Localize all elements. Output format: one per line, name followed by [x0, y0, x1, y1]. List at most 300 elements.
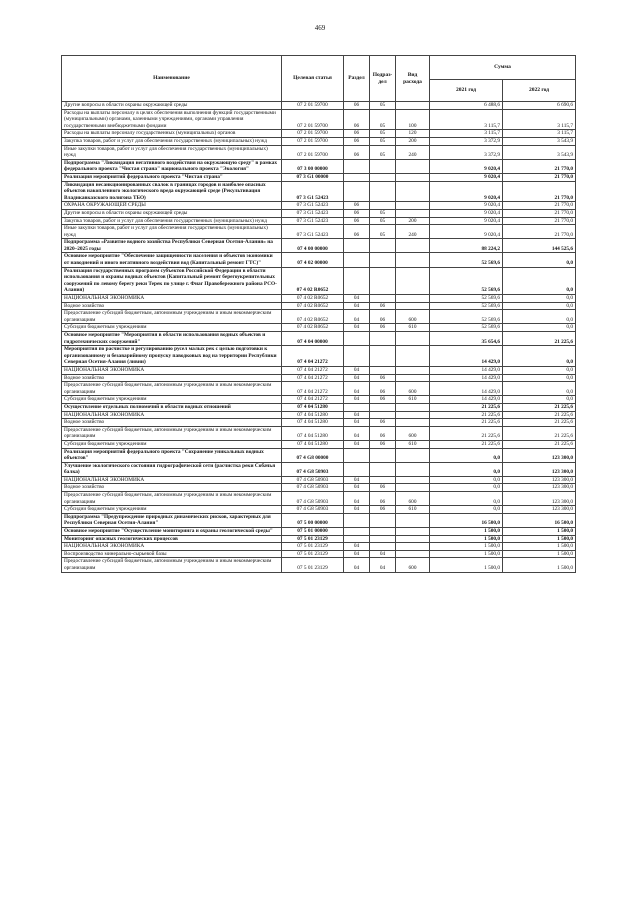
row-type [396, 102, 430, 110]
row-subsection [370, 267, 396, 294]
row-value-2021: 1 500,0 [430, 550, 503, 558]
table-row [62, 382, 576, 396]
row-code: 07 4 04 51280 [282, 403, 344, 411]
row-value-2021: 1 500,0 [430, 543, 503, 551]
row-code: 07 4 04 21272 [282, 346, 344, 367]
row-value-2022: 123 300,0 [503, 484, 576, 492]
row-subsection [370, 295, 396, 303]
row-value-2021: 21 225,6 [430, 426, 503, 440]
row-type [396, 159, 430, 173]
row-value-2022: 21 770,0 [503, 217, 576, 225]
row-section: 04 [344, 382, 370, 396]
row-value-2021: 16 500,0 [430, 513, 503, 527]
row-type [396, 484, 430, 492]
row-section [344, 173, 370, 181]
row-value-2022: 21 225,6 [503, 332, 576, 346]
row-value-2021: 52 569,6 [430, 302, 503, 310]
table-row [62, 130, 576, 138]
row-subsection: 04 [370, 558, 396, 572]
row-subsection [370, 181, 396, 202]
row-name: Субсидии бюджетным учреждениям [62, 324, 282, 332]
table-row [62, 366, 576, 374]
row-section: 06 [344, 137, 370, 145]
row-value-2022: 0,0 [503, 253, 576, 267]
row-name: Расходы на выплаты персоналу государственных (муниципальных) органов [62, 130, 282, 138]
table-row [62, 513, 576, 527]
row-value-2022: 21 225,6 [503, 440, 576, 448]
row-value-2022: 21 770,0 [503, 181, 576, 202]
row-code: 07 2 01 59700 [282, 109, 344, 130]
row-code: 07 4 04 51280 [282, 426, 344, 440]
table-row [62, 476, 576, 484]
row-name: Водное хозяйство [62, 302, 282, 310]
row-subsection: 06 [370, 484, 396, 492]
table-row [62, 209, 576, 217]
row-value-2022: 0,0 [503, 346, 576, 367]
table-row [62, 109, 576, 130]
row-value-2022: 21 225,6 [503, 403, 576, 411]
row-type [396, 346, 430, 367]
row-section: 06 [344, 109, 370, 130]
row-subsection: 06 [370, 382, 396, 396]
row-name: НАЦИОНАЛЬНАЯ ЭКОНОМИКА [62, 366, 282, 374]
row-code: 07 4 04 21272 [282, 366, 344, 374]
row-value-2021: 52 569,6 [430, 310, 503, 324]
row-name: Водное хозяйство [62, 484, 282, 492]
row-value-2022: 0,0 [503, 267, 576, 294]
row-name: Реализация мероприятий федерального проекта "Сохранение уникальных водных объектов" [62, 448, 282, 462]
row-value-2022: 0,0 [503, 396, 576, 404]
table-header [62, 56, 576, 102]
row-name: НАЦИОНАЛЬНАЯ ЭКОНОМИКА [62, 543, 282, 551]
row-value-2021: 21 225,6 [430, 411, 503, 419]
table-row [62, 173, 576, 181]
row-subsection: 05 [370, 130, 396, 138]
row-value-2022: 0,0 [503, 366, 576, 374]
row-name: НАЦИОНАЛЬНАЯ ЭКОНОМИКА [62, 295, 282, 303]
row-section [344, 181, 370, 202]
row-value-2022: 123 300,0 [503, 476, 576, 484]
table-row [62, 159, 576, 173]
table-row [62, 302, 576, 310]
row-section: 04 [344, 302, 370, 310]
header-type: Вид расхода [396, 56, 430, 102]
table-row [62, 137, 576, 145]
row-code: 07 2 01 59700 [282, 102, 344, 110]
row-section: 06 [344, 225, 370, 239]
row-code: 07 4 04 51280 [282, 440, 344, 448]
row-value-2021: 6 488,6 [430, 102, 503, 110]
row-value-2022: 144 525,6 [503, 239, 576, 253]
row-value-2021: 3 115,7 [430, 109, 503, 130]
row-type [396, 302, 430, 310]
row-code: 07 3 G1 52423 [282, 217, 344, 225]
row-subsection [370, 513, 396, 527]
row-name: Субсидии бюджетным учреждениям [62, 506, 282, 514]
row-type [396, 476, 430, 484]
row-subsection [370, 173, 396, 181]
row-value-2021: 9 020,4 [430, 209, 503, 217]
row-code: 07 3 G1 52423 [282, 225, 344, 239]
row-type [396, 535, 430, 543]
row-code: 07 4 04 21272 [282, 396, 344, 404]
row-code: 07 3 G1 52423 [282, 209, 344, 217]
row-value-2022: 21 770,0 [503, 209, 576, 217]
row-name: Подпрограмма "Предупреждение природных динамических рисков, характерных для Республики Северная Осетия-Алания" [62, 513, 282, 527]
row-code: 07 2 01 59700 [282, 145, 344, 159]
row-value-2021: 0,0 [430, 448, 503, 462]
row-section: 04 [344, 440, 370, 448]
header-section: Раздел [344, 56, 370, 102]
row-code: 07 4 04 21272 [282, 374, 344, 382]
row-value-2021: 14 429,0 [430, 366, 503, 374]
row-code: 07 5 01 00000 [282, 528, 344, 536]
row-subsection: 06 [370, 492, 396, 506]
row-code: 07 4 04 21272 [282, 382, 344, 396]
row-subsection: 06 [370, 419, 396, 427]
table-row [62, 181, 576, 202]
row-section: 04 [344, 492, 370, 506]
row-value-2022: 3 115,7 [503, 109, 576, 130]
row-code: 07 5 01 23129 [282, 550, 344, 558]
row-value-2022: 1 500,0 [503, 550, 576, 558]
row-value-2022: 3 543,9 [503, 145, 576, 159]
row-subsection [370, 346, 396, 367]
header-year-2021: 2021 год [430, 80, 503, 102]
row-code: 07 4 02 R0652 [282, 295, 344, 303]
table-row [62, 411, 576, 419]
row-type [396, 181, 430, 202]
row-type [396, 513, 430, 527]
row-type: 600 [396, 310, 430, 324]
row-name: Реализация мероприятий федерального проекта "Чистая страна" [62, 173, 282, 181]
row-code: 07 4 G8 50903 [282, 492, 344, 506]
row-type [396, 332, 430, 346]
row-type [396, 448, 430, 462]
row-code: 07 3 G1 52423 [282, 181, 344, 202]
row-type: 120 [396, 130, 430, 138]
row-name: Основное мероприятие "Обеспечение защищенности населения и объектов экономики от наводнений и иного негативного воздействия вод (Капитальный ремонт ГТС)" [62, 253, 282, 267]
row-code: 07 4 02 R0652 [282, 267, 344, 294]
row-type [396, 239, 430, 253]
row-subsection: 05 [370, 137, 396, 145]
table-row [62, 543, 576, 551]
row-type: 600 [396, 382, 430, 396]
row-value-2022: 3 543,9 [503, 137, 576, 145]
row-value-2022: 1 500,0 [503, 543, 576, 551]
row-name: Реализация государственных программ субъектов Российской Федерации в области использования и охраны водных объектов (Капитальный ремонт берегоукрепительных сооружений по левому берегу реки Терек по улице г. Фиаг Правобережного района РСО-Алания) [62, 267, 282, 294]
row-subsection: 06 [370, 302, 396, 310]
row-section: 06 [344, 217, 370, 225]
row-value-2021: 14 429,0 [430, 374, 503, 382]
row-code: 07 4 G8 50903 [282, 476, 344, 484]
row-type: 240 [396, 145, 430, 159]
row-value-2021: 88 224,2 [430, 239, 503, 253]
row-value-2021: 21 225,6 [430, 403, 503, 411]
row-value-2021: 52 569,6 [430, 267, 503, 294]
row-name: Субсидии бюджетным учреждениям [62, 440, 282, 448]
table-row [62, 253, 576, 267]
row-subsection: 06 [370, 396, 396, 404]
row-type: 100 [396, 109, 430, 130]
row-type: 200 [396, 217, 430, 225]
row-section: 04 [344, 484, 370, 492]
row-value-2022: 0,0 [503, 295, 576, 303]
row-type [396, 411, 430, 419]
row-value-2022: 3 115,7 [503, 130, 576, 138]
row-name: Другие вопросы в области охраны окружающей среды [62, 209, 282, 217]
row-name: Предоставление субсидий бюджетным, автономным учреждениям и иным некоммерческим организациям [62, 492, 282, 506]
row-subsection: 06 [370, 440, 396, 448]
row-section: 06 [344, 209, 370, 217]
row-subsection [370, 528, 396, 536]
table-row [62, 324, 576, 332]
row-section [344, 159, 370, 173]
row-name: НАЦИОНАЛЬНАЯ ЭКОНОМИКА [62, 411, 282, 419]
header-sum: Сумма [430, 56, 576, 80]
row-type [396, 366, 430, 374]
row-subsection [370, 332, 396, 346]
row-code: 07 4 G8 50903 [282, 462, 344, 476]
table-body [62, 102, 576, 573]
row-subsection [370, 462, 396, 476]
row-section: 04 [344, 374, 370, 382]
row-subsection: 04 [370, 550, 396, 558]
row-value-2021: 14 429,0 [430, 396, 503, 404]
table-row [62, 484, 576, 492]
row-subsection: 05 [370, 145, 396, 159]
row-section: 04 [344, 550, 370, 558]
row-section: 04 [344, 419, 370, 427]
row-subsection: 06 [370, 310, 396, 324]
row-value-2021: 52 569,6 [430, 253, 503, 267]
row-code: 07 3 G1 00000 [282, 173, 344, 181]
row-subsection [370, 448, 396, 462]
row-code: 07 4 00 00000 [282, 239, 344, 253]
row-value-2021: 21 225,6 [430, 440, 503, 448]
table-row [62, 346, 576, 367]
row-code: 07 2 01 59700 [282, 137, 344, 145]
row-type: 600 [396, 558, 430, 572]
row-subsection: 05 [370, 109, 396, 130]
row-value-2021: 35 654,6 [430, 332, 503, 346]
row-subsection [370, 366, 396, 374]
row-section: 04 [344, 476, 370, 484]
row-value-2021: 3 372,9 [430, 145, 503, 159]
row-type [396, 419, 430, 427]
row-value-2022: 21 770,0 [503, 173, 576, 181]
row-name: Закупка товаров, работ и услуг для обеспечения государственных (муниципальных) нужд [62, 217, 282, 225]
table-row [62, 550, 576, 558]
row-subsection: 06 [370, 506, 396, 514]
row-code: 07 3 G1 52423 [282, 202, 344, 210]
row-subsection [370, 253, 396, 267]
row-code: 07 4 G8 50903 [282, 506, 344, 514]
row-code: 07 4 G8 50903 [282, 484, 344, 492]
row-code: 07 4 04 51280 [282, 411, 344, 419]
row-value-2022: 21 225,6 [503, 411, 576, 419]
row-name: ОХРАНА ОКРУЖАЮЩЕЙ СРЕДЫ [62, 202, 282, 210]
row-name: Осуществление отдельных полномочий в области водных отношений [62, 403, 282, 411]
row-type: 610 [396, 440, 430, 448]
row-section: 04 [344, 310, 370, 324]
table-row [62, 217, 576, 225]
table-row [62, 419, 576, 427]
row-value-2021: 0,0 [430, 506, 503, 514]
row-section: 04 [344, 396, 370, 404]
row-code: 07 4 02 R0652 [282, 324, 344, 332]
table-row [62, 462, 576, 476]
row-value-2021: 1 500,0 [430, 535, 503, 543]
row-type [396, 267, 430, 294]
row-section [344, 448, 370, 462]
row-section [344, 528, 370, 536]
row-value-2021: 9 020,4 [430, 181, 503, 202]
row-value-2021: 0,0 [430, 476, 503, 484]
row-value-2022: 21 225,6 [503, 419, 576, 427]
row-section [344, 403, 370, 411]
row-subsection: 05 [370, 217, 396, 225]
row-subsection [370, 202, 396, 210]
row-value-2022: 21 770,0 [503, 159, 576, 173]
row-type [396, 403, 430, 411]
row-name: Субсидии бюджетным учреждениям [62, 396, 282, 404]
row-subsection: 05 [370, 102, 396, 110]
row-subsection: 05 [370, 225, 396, 239]
row-name: Водное хозяйство [62, 374, 282, 382]
row-subsection [370, 535, 396, 543]
row-code: 07 5 01 23129 [282, 535, 344, 543]
row-value-2021: 52 569,6 [430, 324, 503, 332]
table-row [62, 239, 576, 253]
page-number: 469 [314, 24, 326, 32]
row-name: Предоставление субсидий бюджетным, автономным учреждениям и иным некоммерческим организациям [62, 426, 282, 440]
row-value-2021: 52 569,6 [430, 295, 503, 303]
row-name: Мероприятия по расчистке и регулированию русел малых рек с целью подготовки к организованному и безаварийному пропуску паводковых вод на территории Республики Северная Осетия-Алания (ливни) [62, 346, 282, 367]
row-code: 07 5 01 23129 [282, 558, 344, 572]
row-value-2022: 16 500,0 [503, 513, 576, 527]
row-value-2022: 0,0 [503, 374, 576, 382]
row-name: Основное мероприятие "Осуществление мониторинга и охраны геологической среды" [62, 528, 282, 536]
row-value-2022: 1 500,0 [503, 528, 576, 536]
row-name: Водное хозяйство [62, 419, 282, 427]
row-code: 07 4 02 R0652 [282, 310, 344, 324]
row-value-2021: 0,0 [430, 492, 503, 506]
row-value-2021: 14 429,0 [430, 346, 503, 367]
row-type: 610 [396, 396, 430, 404]
row-subsection: 06 [370, 426, 396, 440]
row-value-2022: 21 770,0 [503, 202, 576, 210]
row-type [396, 528, 430, 536]
table-row [62, 374, 576, 382]
row-value-2022: 123 300,0 [503, 492, 576, 506]
row-subsection [370, 411, 396, 419]
row-section [344, 267, 370, 294]
row-subsection: 05 [370, 209, 396, 217]
row-value-2021: 0,0 [430, 462, 503, 476]
row-name: Подпрограмма "Ликвидация негативного воздействия на окружающую среду" в рамках федерального проекта "Чистая страна" национального проекта "Экология" [62, 159, 282, 173]
row-value-2022: 0,0 [503, 382, 576, 396]
row-name: Закупка товаров, работ и услуг для обеспечения государственных (муниципальных) нужд [62, 137, 282, 145]
table-row [62, 267, 576, 294]
row-value-2021: 9 020,4 [430, 217, 503, 225]
header-code: Целевая статья [282, 56, 344, 102]
row-code: 07 3 00 00000 [282, 159, 344, 173]
row-name: Предоставление субсидий бюджетным, автономным учреждениям и иным некоммерческим организациям [62, 310, 282, 324]
row-value-2021: 0,0 [430, 484, 503, 492]
table-row [62, 492, 576, 506]
row-value-2021: 3 372,9 [430, 137, 503, 145]
row-value-2021: 9 020,4 [430, 202, 503, 210]
table-row [62, 558, 576, 572]
row-section: 06 [344, 130, 370, 138]
row-section: 04 [344, 506, 370, 514]
row-name: Улучшение экологического состояния гидрографической сети (расчистка реки Собачья балка) [62, 462, 282, 476]
row-code: 07 4 G8 00000 [282, 448, 344, 462]
row-value-2021: 3 115,7 [430, 130, 503, 138]
header-name: Наименование [62, 56, 282, 102]
table-row [62, 225, 576, 239]
table-row [62, 528, 576, 536]
row-code: 07 4 04 51280 [282, 419, 344, 427]
table-row [62, 332, 576, 346]
table-row [62, 440, 576, 448]
row-section: 04 [344, 295, 370, 303]
row-code: 07 5 00 00000 [282, 513, 344, 527]
row-value-2022: 1 500,0 [503, 535, 576, 543]
row-value-2021: 9 020,4 [430, 173, 503, 181]
row-type [396, 462, 430, 476]
row-section: 04 [344, 411, 370, 419]
row-name: Иные закупки товаров, работ и услуг для обеспечения государственных (муниципальных) нужд [62, 225, 282, 239]
row-code: 07 4 04 00000 [282, 332, 344, 346]
row-section: 04 [344, 558, 370, 572]
row-subsection [370, 159, 396, 173]
row-section [344, 239, 370, 253]
row-subsection: 06 [370, 324, 396, 332]
row-value-2022: 1 500,0 [503, 558, 576, 572]
header-subsection: Подраз-дел [370, 56, 396, 102]
row-name: Воспроизводство минерально-сырьевой базы [62, 550, 282, 558]
row-name: Ликвидация несанкционированных свалок в границах городов и наиболее опасных объектов накопленного экологического вреда окружающей среде (Рекультивация Владикавказского полигона ТБО) [62, 181, 282, 202]
row-section: 04 [344, 426, 370, 440]
row-subsection [370, 403, 396, 411]
table-row [62, 295, 576, 303]
row-value-2021: 9 020,4 [430, 225, 503, 239]
row-name: Другие вопросы в области охраны окружающей среды [62, 102, 282, 110]
row-type [396, 253, 430, 267]
row-name: Иные закупки товаров, работ и услуг для обеспечения государственных (муниципальных) нужд [62, 145, 282, 159]
table-row [62, 102, 576, 110]
table-row [62, 310, 576, 324]
row-section: 04 [344, 543, 370, 551]
row-code: 07 2 01 59700 [282, 130, 344, 138]
row-subsection [370, 476, 396, 484]
table-row [62, 396, 576, 404]
table-row [62, 448, 576, 462]
row-type [396, 209, 430, 217]
row-section: 06 [344, 102, 370, 110]
row-value-2022: 21 770,0 [503, 225, 576, 239]
row-value-2021: 1 500,0 [430, 528, 503, 536]
row-type [396, 295, 430, 303]
row-value-2022: 6 690,6 [503, 102, 576, 110]
row-value-2022: 0,0 [503, 310, 576, 324]
row-name: Расходы на выплаты персоналу в целях обеспечения выполнения функций государственными (муниципальными) органами, казенными учреждениями, органами управления государственными внебюджетными фондами [62, 109, 282, 130]
row-name: Основное мероприятие "Мероприятия в области использования водных объектов и гидротехнических сооружений" [62, 332, 282, 346]
row-type: 610 [396, 324, 430, 332]
row-name: Подпрограмма «Развитие водного хозяйства Республики Северная Осетия-Алания» на 2020–2025 годы [62, 239, 282, 253]
